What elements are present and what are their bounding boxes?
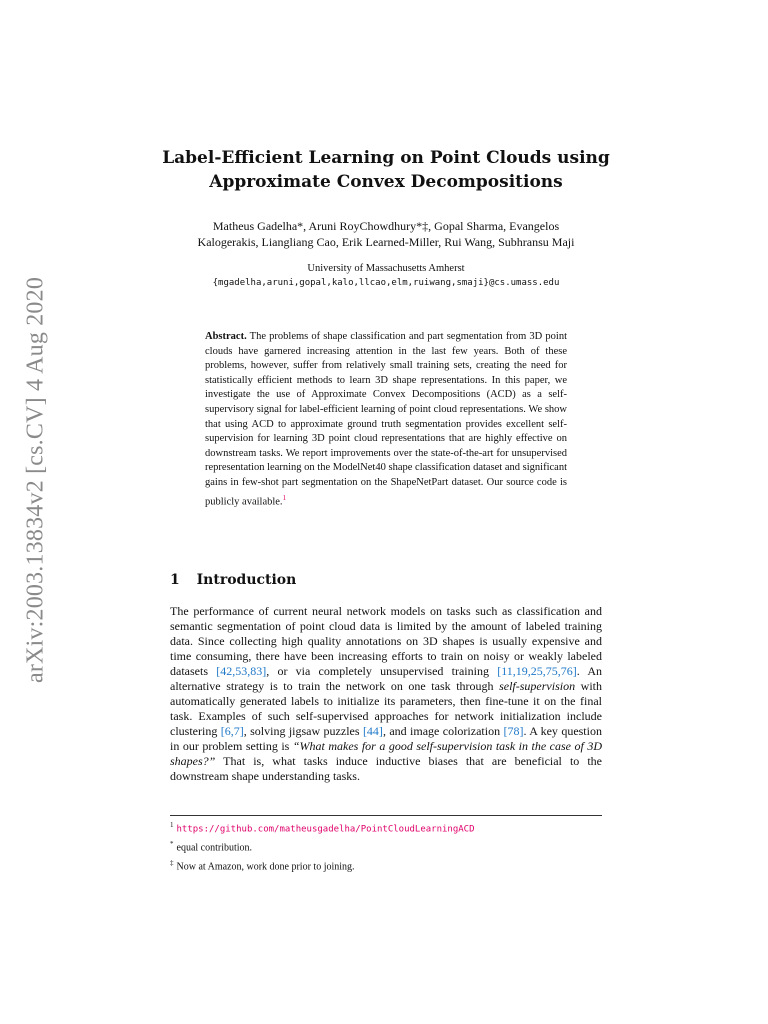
intro-text: , solving jigsaw puzzles <box>243 724 363 738</box>
intro-paragraph <box>170 604 602 784</box>
section-number: 1 <box>170 572 180 588</box>
intro-text: , and image colorization <box>382 724 504 738</box>
abstract-text: The problems of shape classification and part segmentation from 3D point clouds have garnered increasing attention in the last few years. Both of these problems, however, suffer from relatively small training sets, creating the need for statistically efficient methods to learn 3D shape representations. In this paper, we investigate the use of Approximate Convex Decompositions (ACD) as a self-supervisory signal for label-efficient learning of point cloud representations. We show that using ACD to approximate ground truth segmentation provides excellent self-supervision for learning 3D point cloud representations that are highly effective on downstream tasks. We report improvements over the state-of-the-art for unsupervised representation learning on the ModelNet40 shape classification dataset and significant gains in few-shot part segmentation on the ShapeNetPart dataset. Our source code is publicly available. <box>205 331 567 508</box>
authors-line-2: Kalogerakis, Liangliang Cao, Erik Learned-Miller, Rui Wang, Subhransu Maji <box>197 235 575 249</box>
title-line-1: Label-Efficient Learning on Point Clouds using <box>162 148 610 168</box>
intro-text: The performance of current neural network models on tasks such as classification and semantic segmentation of point cloud data is limited by the amount of labeled training data. Since collecting high quality annotations on 3D shapes is usually expensive and time consuming, there have been increasing efforts to train on noisy or weakly labeled datasets <box>170 604 602 678</box>
section-heading <box>170 572 296 588</box>
citation[interactable]: [42,53,83] <box>216 664 267 678</box>
author-list <box>160 218 612 250</box>
footnote-mark: * <box>170 840 174 849</box>
intro-text: That is, what tasks induce inductive biases that are beneficial to the downstream shape understanding tasks. <box>170 754 602 783</box>
intro-text: . An alternative strategy is to train the network on one task through <box>170 664 602 693</box>
abstract <box>205 330 567 510</box>
footnote-3 <box>170 856 602 874</box>
authors-line-1: Matheus Gadelha*, Aruni RoyChowdhury*‡, Gopal Sharma, Evangelos <box>212 219 560 233</box>
arxiv-identifier: arXiv:2003.13834v2 [cs.CV] 4 Aug 2020 <box>22 276 49 684</box>
footnote-text: Now at Amazon, work done prior to joining. <box>176 860 355 872</box>
footnote-2 <box>170 837 602 855</box>
code-link[interactable]: https://github.com/matheusgadelha/PointCloudLearningACD <box>176 824 475 835</box>
abstract-label: Abstract. <box>205 331 247 342</box>
intro-text: , or via completely unsupervised training <box>266 664 498 678</box>
intro-text: . A key question in our problem setting is <box>170 724 602 753</box>
citation[interactable]: [6,7] <box>220 724 244 738</box>
footnote-ref[interactable]: 1 <box>282 493 287 502</box>
footnote-mark: 1 <box>170 821 174 829</box>
citation[interactable]: [78] <box>503 724 524 738</box>
title-line-2: Approximate Convex Decompositions <box>209 172 563 192</box>
citation[interactable]: [11,19,25,75,76] <box>497 664 577 678</box>
footnotes <box>170 815 602 874</box>
author-emails: {mgadelha,aruni,gopal,kalo,llcao,elm,ruiwang,smaji}@cs.umass.edu <box>212 278 560 288</box>
emphasis-text: self-supervision <box>499 679 576 693</box>
emphasis-question: “What makes for a good self-supervision task in the case of 3D shapes?” <box>170 739 602 768</box>
intro-text: with automatically generated labels to initialize its parameters, then fine-tune it on the final task. Examples of such self-supervised approaches for network initialization include clustering <box>170 679 602 738</box>
citation[interactable]: [44] <box>362 724 383 738</box>
footnote-1 <box>170 818 602 837</box>
footnote-text: equal contribution. <box>176 842 253 854</box>
footnote-mark: ‡ <box>170 858 174 867</box>
paper-title <box>160 146 612 194</box>
affiliation: University of Massachusetts Amherst <box>307 263 465 274</box>
section-title: Introduction <box>196 572 297 588</box>
